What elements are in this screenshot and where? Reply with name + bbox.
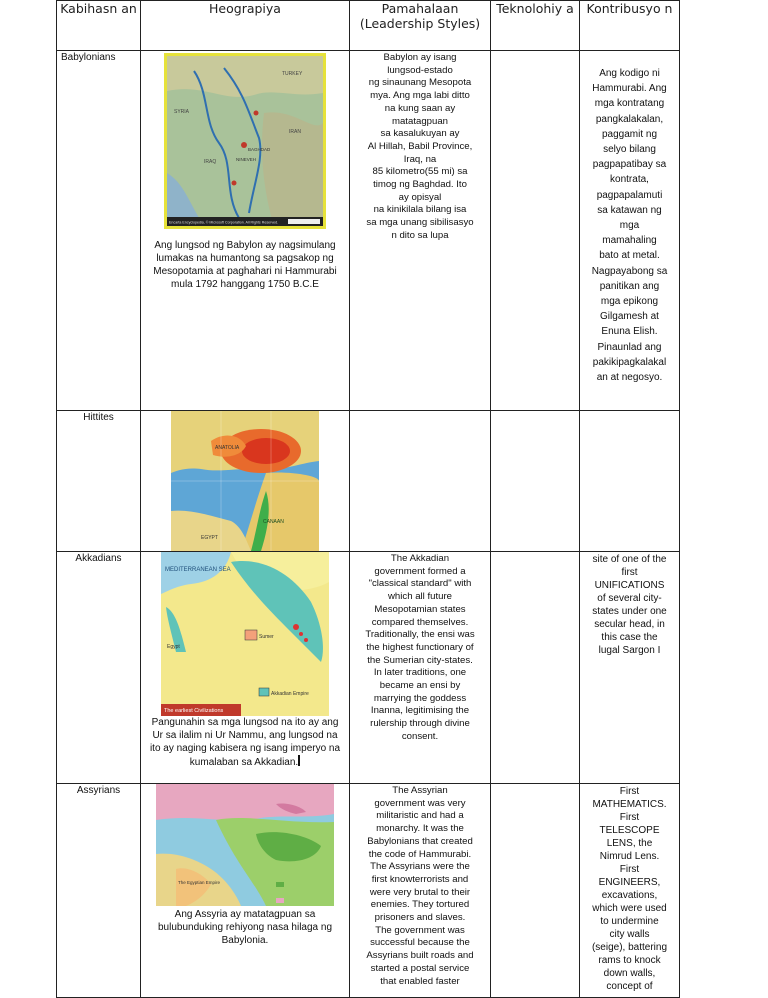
map-label-canaan: CANAAN xyxy=(263,519,284,525)
gov-line: monarchy. It was the xyxy=(376,823,464,835)
civ-name: Hittites xyxy=(57,411,141,552)
gov-line: Babylon ay isang xyxy=(383,52,457,63)
contrib-line: LENS, the xyxy=(606,838,653,849)
gov-line: enemies. They tortured xyxy=(370,899,470,911)
contrib-line: pagpapatibay sa xyxy=(592,159,667,171)
contrib-line: excavations, xyxy=(601,890,658,901)
contrib-line: mga xyxy=(619,220,640,232)
tech-cell xyxy=(491,552,580,784)
map-label-anatolia: ANATOLIA xyxy=(215,445,240,451)
contrib-line: of several city- xyxy=(597,593,662,604)
contrib-cell xyxy=(580,552,680,784)
gov-line: Traditionally, the ensi was xyxy=(365,629,475,641)
gov-line: ay opisyal xyxy=(398,191,442,203)
gov-line: the code of Hammurabi. xyxy=(368,848,472,860)
header-technology: Teknolohiy a xyxy=(491,1,580,51)
map-title: The earliest Civilizations xyxy=(164,708,224,714)
tech-cell xyxy=(491,784,580,998)
gov-line: sa mga unang sibilisasyo xyxy=(366,217,474,229)
contrib-cell xyxy=(580,411,680,552)
gov-line: government formed a xyxy=(374,565,466,577)
map-label-sumer: Sumer xyxy=(259,634,274,640)
contrib-line: city walls xyxy=(609,929,650,940)
contrib-cell xyxy=(580,784,680,998)
row-babylonians xyxy=(57,51,680,411)
contrib-line: first xyxy=(621,567,638,578)
gov-line: militaristic and had a xyxy=(376,810,464,822)
gov-line: Mesopotamian states xyxy=(374,603,466,615)
contrib-line: First xyxy=(619,786,640,797)
contrib-line: TELESCOPE xyxy=(599,825,660,836)
map-label-akkad: Akkadian Empire xyxy=(271,691,309,697)
gov-line: "classical standard" with xyxy=(368,578,472,590)
gov-cell xyxy=(350,411,491,552)
gov-line: In later traditions, one xyxy=(373,667,467,679)
gov-line: The Akkadian xyxy=(390,553,450,564)
gov-line: The Assyrians were the xyxy=(370,861,470,873)
contrib-line: Nagpayabong sa xyxy=(591,265,668,277)
contrib-line: ENGINEERS, xyxy=(598,877,661,888)
gov-line: na kung saan ay xyxy=(384,102,456,114)
akkadian-map xyxy=(161,552,329,716)
row-akkadians xyxy=(57,552,680,784)
gov-line: the highest functionary of xyxy=(366,641,474,653)
tech-cell xyxy=(491,51,580,411)
contrib-line: states under one xyxy=(592,606,667,617)
gov-line: matatagpuan xyxy=(391,115,448,127)
contrib-line: kontrata, xyxy=(610,174,649,186)
header-civilization: Kabihasn an xyxy=(57,1,141,51)
geo-caption: Ang Assyria ay matatagpuan sa bulubunduking rehiyong nasa hilaga ng Babylonia. xyxy=(157,909,333,946)
header-row xyxy=(57,1,680,51)
gov-line: started a postal service xyxy=(370,962,470,974)
gov-line: were very brutal to their xyxy=(369,886,471,898)
header-government: Pamahalaan (Leadership Styles) xyxy=(350,1,491,51)
gov-line: marrying the goddess xyxy=(373,692,467,704)
contrib-line: Gilgamesh at xyxy=(600,311,659,323)
contrib-line: which were used xyxy=(592,903,667,914)
gov-line: Iraq, na xyxy=(403,153,437,165)
gov-line: The Assyrian xyxy=(392,785,448,796)
contrib-line: pangkalakalan, xyxy=(595,113,664,125)
geo-cell xyxy=(141,784,350,998)
gov-line: compared themselves. xyxy=(371,616,469,628)
contrib-line: panitikan ang xyxy=(599,280,660,292)
geo-cell xyxy=(141,552,350,784)
contrib-line: mamahaling xyxy=(602,235,657,247)
gov-line: na kinikilala bilang isa xyxy=(373,204,467,216)
gov-line: which all future xyxy=(388,591,452,603)
contrib-line: pagpapalamuti xyxy=(596,189,663,201)
gov-line: Inanna, legitimising the xyxy=(370,705,470,717)
civ-name: Babylonians xyxy=(57,51,141,411)
map-label-sea: MEDITERRANEAN SEA xyxy=(165,567,231,573)
map-label-iraq: IRAQ xyxy=(204,159,217,165)
contrib-line: an at negosyo. xyxy=(596,372,663,384)
contrib-line: site of one of the xyxy=(592,554,667,565)
map-label-iran: IRAN xyxy=(289,129,301,135)
map-credit: Encarta Encyclopedia, © Microsoft Corporation. All Rights Reserved. xyxy=(169,220,279,225)
contrib-cell xyxy=(580,51,680,411)
gov-line: rulership through divine xyxy=(370,718,470,730)
contrib-line: bato at metal. xyxy=(599,250,660,262)
geo-cell xyxy=(141,51,350,411)
civ-name: Akkadians xyxy=(57,552,141,784)
map-label-egypt: EGYPT xyxy=(201,535,218,541)
contrib-line: First xyxy=(619,812,640,823)
gov-line: successful because the xyxy=(370,937,470,949)
contrib-line: Hammurabi. Ang xyxy=(592,83,667,95)
contrib-line: this case the xyxy=(601,632,658,643)
contrib-line: mga kontratang xyxy=(594,98,665,110)
map-label-egyptian-empire: The Egyptian Empire xyxy=(178,880,221,885)
contrib-line: Enuna Elish. xyxy=(601,326,658,338)
gov-line: Assyrians built roads and xyxy=(366,950,474,962)
gov-line: Al Hillah, Babil Province, xyxy=(367,140,473,152)
gov-cell xyxy=(350,784,491,998)
gov-line: became an ensi by xyxy=(379,680,461,692)
hittite-map xyxy=(171,411,319,551)
gov-line: n dito sa lupa xyxy=(391,229,449,241)
civilizations-table xyxy=(56,0,680,998)
contrib-line: rams to knock xyxy=(598,955,661,966)
map-label-syria: SYRIA xyxy=(174,109,190,115)
contrib-line: lugal Sargon I xyxy=(598,645,661,656)
gov-line: government was very xyxy=(374,797,466,809)
contrib-line: mga epikong xyxy=(600,296,659,308)
map-label-nineveh: NINEVEH xyxy=(236,157,257,162)
gov-line: The government was xyxy=(375,924,465,936)
gov-cell xyxy=(350,51,491,411)
contrib-line: pakikipagkalakal xyxy=(592,356,667,368)
row-assyrians xyxy=(57,784,680,998)
gov-line: sa kasalukuyan ay xyxy=(380,128,460,140)
map-label-turkey: TURKEY xyxy=(282,71,303,77)
gov-line: Babylonians that created xyxy=(367,835,473,847)
contrib-line: sa katawan ng xyxy=(597,204,662,216)
map-label-egypt: Egypt xyxy=(167,644,180,650)
civ-name: Assyrians xyxy=(57,784,141,998)
gov-line: ng sinaunang Mesopota xyxy=(368,77,472,89)
contrib-line: paggamit ng xyxy=(601,128,658,140)
contrib-line: Pinaunlad ang xyxy=(597,341,662,353)
header-contribution: Kontribusyo n xyxy=(580,1,680,51)
gov-line: 85 kilometro(55 mi) sa xyxy=(372,166,468,178)
contrib-line: selyo bilang xyxy=(603,144,656,156)
geo-caption xyxy=(141,716,349,769)
gov-line: prisoners and slaves. xyxy=(374,912,466,924)
gov-line: mya. Ang mga labi ditto xyxy=(370,90,470,102)
tech-cell xyxy=(491,411,580,552)
geo-caption-text: Pangunahin sa mga lungsod na ito ay ang Ur sa ilalim ni Ur Nammu, ang lungsod na ito ay naging kabisera ng isang imperyo na kumalaban sa Akkadian. xyxy=(149,717,341,768)
contrib-line: (seige), battering xyxy=(591,942,668,953)
gov-line: that enabled faster xyxy=(380,975,460,987)
babylon-map xyxy=(164,53,326,229)
map-label-baghdad: BAGHDAD xyxy=(248,147,271,152)
contrib-line: MATHEMATICS. xyxy=(592,799,667,810)
contrib-line: to undermine xyxy=(600,916,659,927)
gov-cell xyxy=(350,552,491,784)
row-hittites xyxy=(57,411,680,552)
gov-line: lungsod-estado xyxy=(387,64,453,76)
geo-caption: Ang lungsod ng Babylon ay nagsimulang lumakas na humantong sa pagsakop ng Mesopotamia at paghahari ni Hammurabi mula 1792 hanggang 1750 B.C.E xyxy=(153,240,337,290)
gov-line: consent. xyxy=(401,730,439,742)
contrib-line: Ang kodigo ni xyxy=(599,68,660,79)
contrib-line: secular head, in xyxy=(594,619,665,630)
contrib-line: down walls, xyxy=(603,968,656,979)
contrib-line: UNIFICATIONS xyxy=(594,580,665,591)
gov-line: timog ng Baghdad. Ito xyxy=(373,179,467,191)
assyria-map xyxy=(156,784,334,906)
contrib-line: concept of xyxy=(606,981,653,992)
header-geography: Heograpiya xyxy=(141,1,350,51)
gov-line: the Sumerian city-states. xyxy=(367,654,473,666)
contrib-line: First xyxy=(619,864,640,875)
geo-cell xyxy=(141,411,350,552)
contrib-line: Nimrud Lens. xyxy=(599,851,660,862)
gov-line: first knowterrorists and xyxy=(371,873,469,885)
text-cursor-icon xyxy=(298,755,300,766)
